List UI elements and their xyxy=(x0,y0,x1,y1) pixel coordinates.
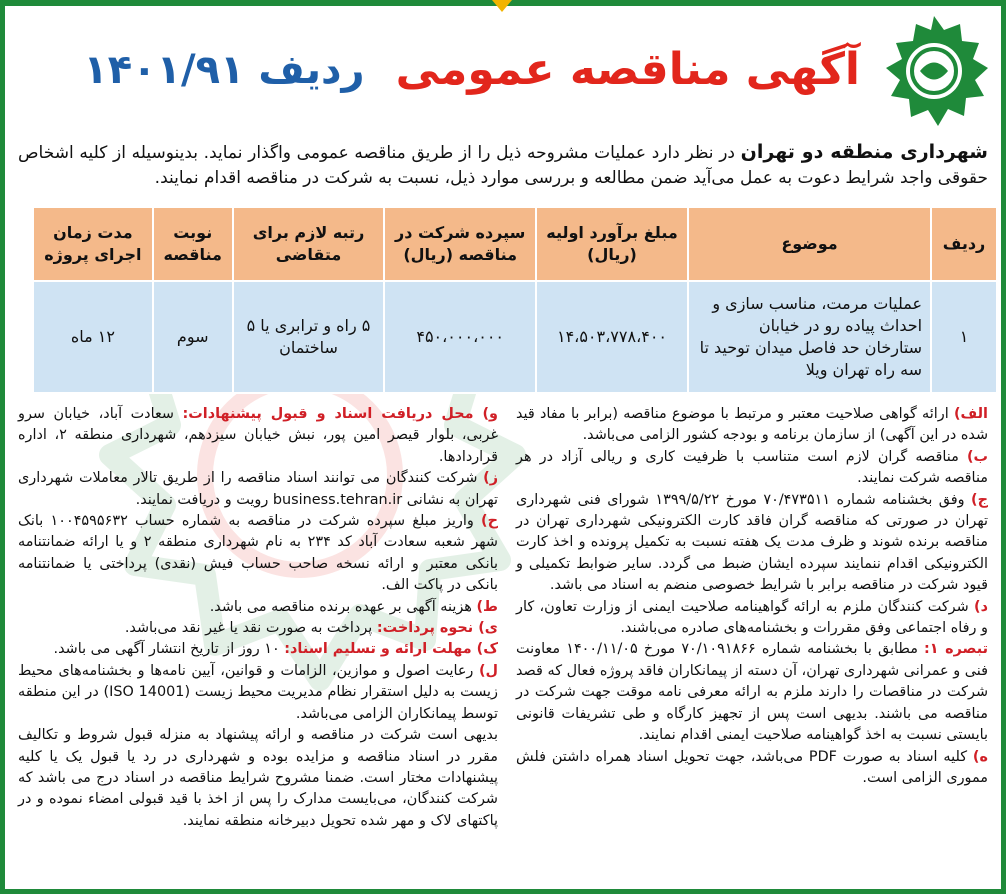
table-header-cell: مدت زمان اجرای پروژه xyxy=(33,207,153,281)
table-cell-duration: ۱۲ ماه xyxy=(33,281,153,393)
intro-paragraph xyxy=(18,140,988,191)
table-header-cell: ردیف xyxy=(931,207,997,281)
table-header-cell: سپرده شرکت در مناقصه (ریال) xyxy=(384,207,536,281)
table-cell-grade: ۵ راه و ترابری یا ۵ ساختمان xyxy=(233,281,385,393)
table-cell-deposit: ۴۵۰،۰۰۰،۰۰۰ xyxy=(384,281,536,393)
tender-table xyxy=(32,206,998,394)
organization-name: شهرداری منطقه دو تهران xyxy=(740,141,988,163)
condition-item: ل) رعایت اصول و موازین، الزامات و قوانین، آیین نامه‌ها و بخشنامه‌های محیط زیست به دلیل استقرار نظام مدیریت محیط زیست (ISO 14001) در این منطقه توسط پیمانکاران الزامی می‌باشد. xyxy=(18,662,499,722)
table-header-cell: نوبت مناقصه xyxy=(153,207,233,281)
table-cell-subject: عملیات مرمت، مناسب سازی و احداث پیاده رو در خیابان ستارخان حد فاصل میدان توحید تا سه راه تهران ویلا xyxy=(688,281,931,393)
conditions-right-column xyxy=(516,404,988,789)
condition-item: ب) مناقصه گران لازم است متناسب با ظرفیت کاری و ریالی آزاد در هر مناقصه شرکت نمایند. xyxy=(516,448,988,487)
frame-right-border xyxy=(1001,0,1006,894)
condition-item: ز) شرکت کنندگان می توانند اسناد مناقصه را از طریق تالار معاملات شهرداری تهران به نشانی business.tehran.ir رویت و دریافت نمایند. xyxy=(18,470,499,508)
table-cell-round: سوم xyxy=(153,281,233,393)
table-cell-estimate: ۱۴،۵۰۳،۷۷۸،۴۰۰ xyxy=(536,281,688,393)
condition-item: ک) مهلت ارائه و تسلیم اسناد: ۱۰ روز از تاریخ انتشار آگهی می باشد. xyxy=(53,641,498,658)
condition-item: ه) کلیه اسناد به صورت PDF می‌باشد، جهت تحویل اسناد همراه داشتن فلش مموری الزامی است. xyxy=(516,748,988,786)
table-header-cell: رتبه لازم برای متقاضی xyxy=(233,207,385,281)
condition-item: ی) نحوه پرداخت: پرداخت به صورت نقد یا غیر نقد می‌باشد. xyxy=(124,620,498,637)
notice-title: آگهی مناقصه عمومی xyxy=(395,44,860,95)
frame-bottom-border xyxy=(0,889,1006,894)
header-title xyxy=(83,44,860,122)
table-row xyxy=(33,281,997,393)
tehran-municipality-logo-icon xyxy=(876,14,992,130)
table-header-cell: موضوع xyxy=(688,207,931,281)
notice-row-number: ردیف ۱۴۰۱/۹۱ xyxy=(83,46,365,93)
table-header-cell: مبلغ برآورد اولیه (ریال) xyxy=(536,207,688,281)
frame-left-border xyxy=(0,0,5,894)
condition-item: ط) هزینه آگهی بر عهده برنده مناقصه می باشد. xyxy=(209,598,498,615)
intro-text: در نظر دارد عملیات مشروحه ذیل را از طریق مناقصه عمومی واگذار نماید. بدینوسیله از کلیه اشخاص حقوقی واجد شرایط دعوت به عمل می‌آید ضمن مطالعه و بررسی موارد ذیل، نسبت به شرکت در مناقصه اقدام نمایند. xyxy=(18,143,988,188)
conditions-left-column xyxy=(18,404,498,832)
condition-item: د) شرکت کنندگان ملزم به ارائه گواهینامه صلاحیت ایمنی از وزارت تعاون، کار و رفاه اجتماعی وفق مقررات و بخشنامه‌های صادره می‌باشند. xyxy=(516,598,988,637)
table-cell-row: ۱ xyxy=(931,281,997,393)
condition-item: ح) واریز مبلغ سپرده شرکت در مناقصه به شماره حساب ۱۰۰۴۵۹۵۶۳۲ بانک شهر شعبه سعادت آباد کد ۲۳۴ به نام شهرداری منطقه ۲ و یا ارائه ضمانتنامه بانکی معتبر و ارائه نسخه صاحب حساب فیش (نقدی) پرداختی یا ضمانتنامه بانکی در پاکت الف. xyxy=(18,513,498,594)
frame-notch xyxy=(492,0,512,12)
condition-item: و) محل دریافت اسناد و قبول پیشنهادات: سعادت آباد، خیابان سرو غربی، بلوار قیصر امین پور، نبش خیابان سیزدهم، شهرداری منطقه ۲، اداره قراردادها. xyxy=(18,406,498,465)
table-header-row xyxy=(33,207,997,281)
condition-item: بدیهی است شرکت در مناقصه و ارائه پیشنهاد به منزله قبول شروط و تکالیف مقرر در اسناد مناقصه و مزایده بوده و شهرداری در رد یا قبول یک یا کلیه پیشنهادات مختار است. ضمنا مشروح شرایط مناقصه در اسناد درج می باشد که شرکت کنندگان، می‌بایست مدارک را پس از اخذ با قید قبولی امضاء نموده و در پاکتهای لاک و مهر شده تحویل دبیرخانه منطقه نمایند. xyxy=(18,727,498,829)
condition-item: الف) ارائه گواهی صلاحیت معتبر و مرتبط با موضوع مناقصه (برابر با مفاد قید شده در این آگهی) از سازمان برنامه و بودجه کشور الزامی می‌باشد. xyxy=(516,406,988,444)
condition-item: تبصره ۱: مطابق با بخشنامه شماره ۷۰/۱۰۹۱۸۶۶ مورخ ۱۴۰۰/۱۱/۰۵ معاونت فنی و عمرانی شهرداری تهران، آن دسته از پیمانکاران فاقد پروژه فعال که قصد شرکت در مناقصات را دارند ملزم به ارائه معرفی نامه موقت جهت شرکت در مناقصه می باشند. بدیهی است پس از تجهیز کارگاه و طی تشریفات قانونی بایستی نسبت به اخذ گواهینامه صلاحیت ایمنی اقدام نمایند. xyxy=(516,641,989,744)
condition-item: ج) وفق بخشنامه شماره ۷۰/۴۷۳۵۱۱ مورخ ۱۳۹۹/۵/۲۲ شورای فنی شهرداری تهران در صورتی که مناقصه گران فاقد کارت الکترونیکی شهرداری تهران در مناقصه برنده شوند و ظرف مدت یک هفته نسبت به تکمیل پرونده و اخذ کارت الکترونیکی اقدام ننمایند سپرده ایشان ضبط می گردد. سایر ضوابط تکمیلی و قیود شرکت در مناقصه برابر با شرایط خصوصی منضم به اسناد می باشد. xyxy=(516,491,988,594)
